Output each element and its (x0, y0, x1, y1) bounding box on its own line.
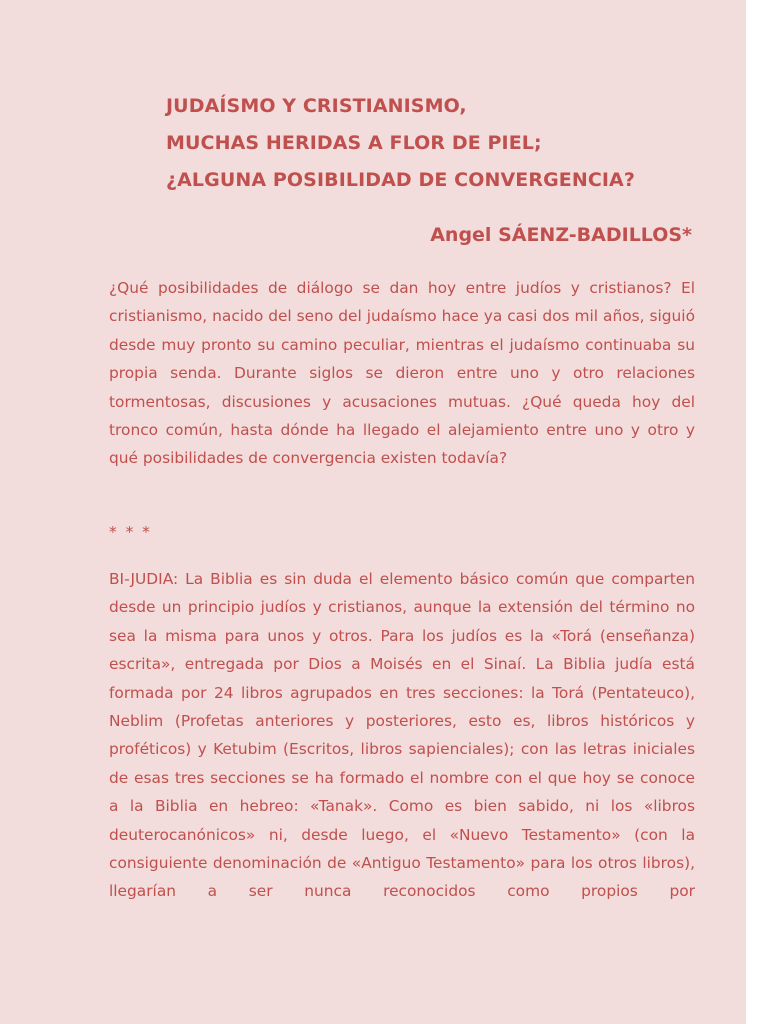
title-line-2: MUCHAS HERIDAS A FLOR DE PIEL; (166, 132, 542, 154)
article-title (166, 88, 726, 199)
section-separator: * * * (109, 523, 152, 541)
intro-paragraph: ¿Qué posibilidades de diálogo se dan hoy entre judíos y cristianos? El cristianismo, nacido del seno del judaísmo hace ya casi dos mil años, siguió desde muy pronto su camino peculiar, mientras el judaísmo continuaba su propia senda. Durante siglos se dieron entre uno y otro relaciones tormentosas, discusiones y acusaciones mutuas. ¿Qué queda hoy del tronco común, hasta dónde ha llegado el alejamiento entre uno y otro y qué posibilidades de convergencia existen todavía? (109, 279, 695, 468)
body-paragraph: BI-JUDIA: La Biblia es sin duda el elemento básico común que comparten desde un principio judíos y cristianos, aunque la extensión del término no sea la misma para unos y otros. Para los judíos es la «Torá (enseñanza) escrita», entregada por Dios a Moisés en el Sinaí. La Biblia judía está formada por 24 libros agrupados en tres secciones: la Torá (Pentateuco), Neblim (Profetas anteriores y posteriores, esto es, libros históricos y proféticos) y Ketubim (Escritos, libros sapienciales); con las letras iniciales de esas tres secciones se ha formado el nombre con el que hoy se conoce a la Biblia en hebreo: «Tanak». Como es bien sabido, ni los «libros deuterocanónicos» ni, desde luego, el «Nuevo Testamento» (con la consiguiente denominación de «Antiguo Testamento» para los otros libros), llegarían a ser nunca reconocidos como propios por (109, 570, 695, 901)
title-line-1: JUDAÍSMO Y CRISTIANISMO, (166, 95, 467, 117)
title-line-3: ¿ALGUNA POSIBILIDAD DE CONVERGENCIA? (166, 169, 635, 191)
author-name: Angel SÁENZ-BADILLOS* (430, 224, 692, 246)
